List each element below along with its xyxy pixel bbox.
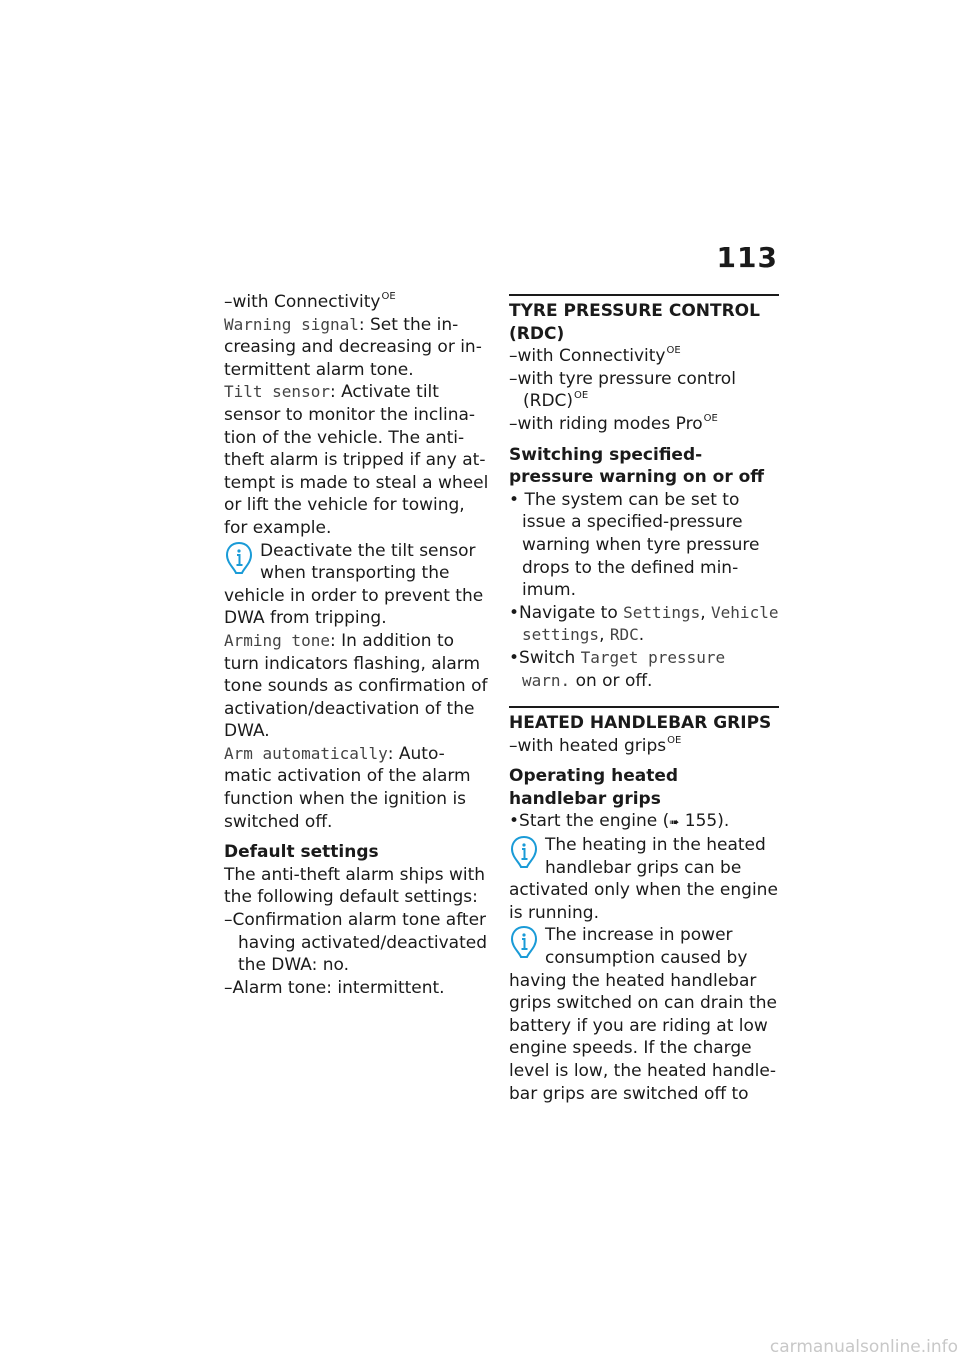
bullet-start-engine: •Start the engine (➠ 155). <box>509 811 730 832</box>
info-icon <box>509 834 539 870</box>
page-number: 113 <box>716 241 778 274</box>
menu-key-tilt-sensor: Tilt sensor <box>224 382 330 402</box>
note-heating-engine: The heating in the heated handlebar grips can be activated only when the engine is running. <box>509 835 778 923</box>
arm-automatically-paragraph: Arm automatically: Auto-matic activation of the alarm function when the ignition is switched off. <box>224 743 471 832</box>
tilt-sensor-paragraph: Tilt sensor: Activate tilt sensor to monitor the inclina-tion of the vehicle. The anti-theft alarm is tripped if any at-tempt is made to steal a wheel or lift the vehicle for towing, for example. <box>224 382 489 538</box>
oe-mark: OE <box>381 291 396 302</box>
page-reference-arrow-icon: ➠ <box>669 815 680 830</box>
note-power-consumption: The increase in power consumption caused by having the heated handlebar grips switched on can drain the battery if you are riding at low engine speeds. If the charge level is low, the heated handle-bar grips are switched off to <box>509 925 777 1104</box>
menu-key-rdc: RDC <box>609 625 639 645</box>
menu-key-settings: Settings <box>623 602 701 622</box>
rdc-requirement-tyre-pressure: –with tyre pressure control (RDC)$^{OE}$ <box>509 368 736 412</box>
requirement-connectivity: –with Connectivity$^{OE}$ <box>224 291 396 312</box>
warning-signal-paragraph: Warning signal: Set the in-creasing and decreasing or in-termittent alarm tone. <box>224 314 482 380</box>
arming-tone-paragraph: Arming tone: In addition to turn indicators flashing, alarm tone sounds as confirmation of activation/deactivation of the DWA. <box>224 630 488 742</box>
menu-key-arming-tone: Arming tone <box>224 630 330 650</box>
default-settings-text: The anti-theft alarm ships with the following default settings: <box>224 864 486 908</box>
oe-mark: OE <box>666 345 681 357</box>
menu-key-warning-signal: Warning signal <box>224 314 359 334</box>
grips-requirement: –with heated grips$^{OE}$ <box>509 734 682 756</box>
info-icon <box>509 924 539 960</box>
oe-mark: OE <box>703 412 718 424</box>
bullet-navigate: •Navigate to Settings, Vehicle settings, RDC. <box>509 602 779 646</box>
left-column <box>224 291 492 999</box>
bullet-system-info: • The system can be set to issue a specified-pressure warning when tyre pressure drops to the defined min-imum. <box>509 489 760 601</box>
rdc-requirement-connectivity: –with Connectivity$^{OE}$ <box>509 345 681 367</box>
operating-heading: Operating heated handlebar grips <box>509 766 679 809</box>
info-icon <box>224 540 254 576</box>
menu-key-target-pressure-warn: Target pressure warn. <box>522 647 726 690</box>
default-settings-heading: Default settings <box>224 842 379 863</box>
note-tilt-sensor: Deactivate the tilt sensor when transporting the vehicle in order to prevent the DWA from tripping. <box>224 540 484 629</box>
oe-mark: OE <box>574 390 589 402</box>
grips-section-heading: HEATED HANDLEBAR GRIPS <box>509 706 779 735</box>
oe-mark: OE <box>667 734 682 746</box>
menu-key-arm-automatically: Arm automatically <box>224 743 388 763</box>
menu-key-vehicle-settings: Vehicle settings <box>522 602 779 645</box>
default-item-confirmation: –Confirmation alarm tone after having activated/deactivated the DWA: no. <box>224 910 488 976</box>
watermark: carmanualsonline.info <box>769 1337 958 1357</box>
rdc-requirement-riding-modes: –with riding modes Pro$^{OE}$ <box>509 412 718 434</box>
right-column <box>509 294 779 1105</box>
rdc-section-heading: TYRE PRESSURE CONTROL (RDC) <box>509 294 779 345</box>
bullet-switch: •Switch Target pressure warn. on or off. <box>509 647 726 691</box>
switching-heading: Switching specified-pressure warning on or off <box>509 444 765 488</box>
default-item-alarm-tone: –Alarm tone: intermittent. <box>224 977 445 998</box>
